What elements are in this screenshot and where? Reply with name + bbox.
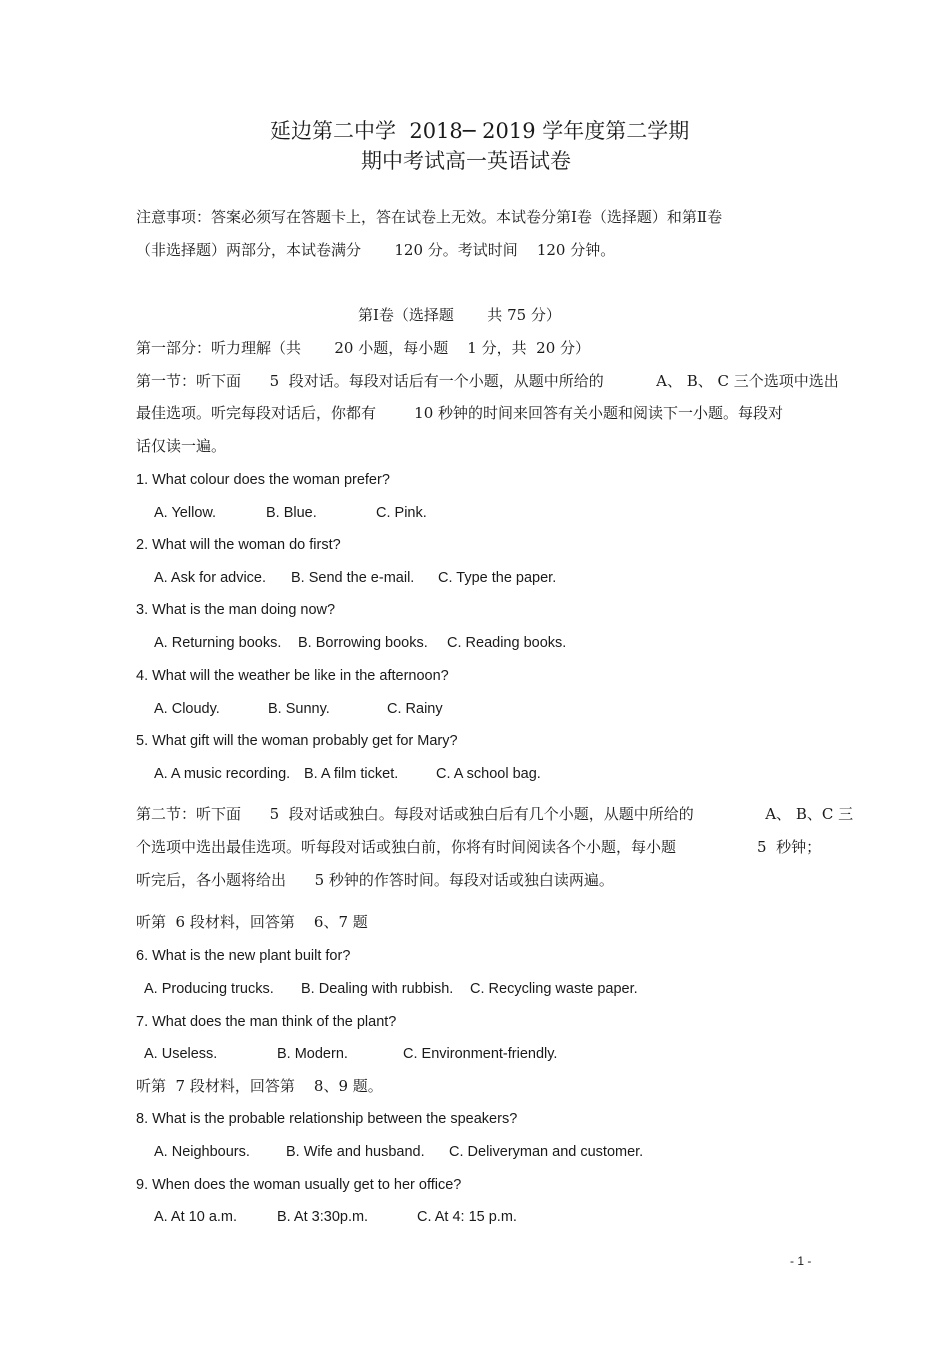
q9-option-b: B. At 3:30p.m. (277, 1209, 369, 1225)
q6-option-b: B. Dealing with rubbish. (301, 981, 454, 997)
q4-option-a: A. Cloudy. (154, 701, 220, 717)
q8-option-b: B. Wife and husband. (286, 1144, 425, 1160)
q9-option-a: A. At 10 a.m. (154, 1209, 238, 1225)
question-2: 2. What will the woman do first? (136, 537, 341, 553)
question-6: 6. What is the new plant built for? (136, 948, 351, 964)
question-9: 9. When does the woman usually get to her office? (136, 1177, 462, 1193)
q8-option-c: C. Deliveryman and customer. (449, 1144, 644, 1160)
q2-option-a: A. Ask for advice. (154, 570, 267, 586)
q6-option-a: A. Producing trucks. (144, 981, 274, 997)
section2-line1: 第二节：听下面 5 段对话或独白。每段对话或独白后有几个小题，从题中所给的 A、 B、C 三 (136, 805, 854, 823)
q1-option-b: B. Blue. (266, 505, 317, 521)
q7-option-b: B. Modern. (277, 1046, 348, 1062)
q7-option-c: C. Environment-friendly. (403, 1046, 558, 1062)
material-7-heading: 听第 7 段材料，回答第 8、9 题。 (136, 1077, 383, 1095)
page-number: - 1 - (790, 1254, 812, 1268)
q1-option-c: C. Pink. (376, 505, 427, 521)
q4-option-c: C. Rainy (387, 701, 443, 717)
q5-option-a: A. A music recording. (154, 766, 291, 782)
question-1: 1. What colour does the woman prefer? (136, 472, 390, 488)
q6-option-c: C. Recycling waste paper. (470, 981, 638, 997)
material-6-heading: 听第 6 段材料，回答第 6、7 题 (136, 913, 368, 931)
volume1-heading: 第Ⅰ卷（选择题 共 75 分） (358, 306, 561, 324)
q2-option-b: B. Send the e-mail. (291, 570, 415, 586)
section1-line3: 话仅读一遍。 (136, 437, 227, 455)
q5-option-c: C. A school bag. (436, 766, 541, 782)
question-7: 7. What does the man think of the plant? (136, 1014, 397, 1030)
q1-option-a: A. Yellow. (154, 505, 217, 521)
q5-option-b: B. A film ticket. (304, 766, 399, 782)
exam-title-line1: 延边第二中学 2018─ 2019 学年度第二学期 (270, 119, 690, 143)
section2-line3: 听完后，各小题将给出 5 秒钟的作答时间。每段对话或独白读两遍。 (136, 871, 614, 889)
question-5: 5. What gift will the woman probably get for Mary? (136, 733, 458, 749)
q9-option-c: C. At 4: 15 p.m. (417, 1209, 517, 1225)
notice-line1: 注意事项：答案必须写在答题卡上，答在试卷上无效。本试卷分第Ⅰ卷（选择题）和第Ⅱ卷 (136, 208, 723, 226)
q2-option-c: C. Type the paper. (438, 570, 557, 586)
section2-line2: 个选项中选出最佳选项。听每段对话或独白前，你将有时间阅读各个小题，每小题 5 秒钟； (136, 838, 822, 856)
part1-heading: 第一部分：听力理解（共 20 小题，每小题 1 分，共 20 分） (136, 339, 591, 357)
section1-line1: 第一节：听下面 5 段对话。每段对话后有一个小题，从题中所给的 A、 B、 C 三个选项中选出 (136, 372, 839, 390)
question-3: 3. What is the man doing now? (136, 602, 336, 618)
question-4: 4. What will the weather be like in the afternoon? (136, 668, 449, 684)
exam-title-line2: 期中考试高一英语试卷 (361, 149, 571, 173)
q3-option-b: B. Borrowing books. (298, 635, 428, 651)
question-8: 8. What is the probable relationship between the speakers? (136, 1111, 518, 1127)
q4-option-b: B. Sunny. (268, 701, 330, 717)
q8-option-a: A. Neighbours. (154, 1144, 250, 1160)
notice-line2: （非选择题）两部分，本试卷满分 120 分。考试时间 120 分钟。 (136, 241, 616, 259)
q3-option-c: C. Reading books. (447, 635, 567, 651)
section1-line2: 最佳选项。听完每段对话后，你都有 10 秒钟的时间来回答有关小题和阅读下一小题。每段对 (136, 404, 784, 422)
q3-option-a: A. Returning books. (154, 635, 282, 651)
q7-option-a: A. Useless. (144, 1046, 218, 1062)
